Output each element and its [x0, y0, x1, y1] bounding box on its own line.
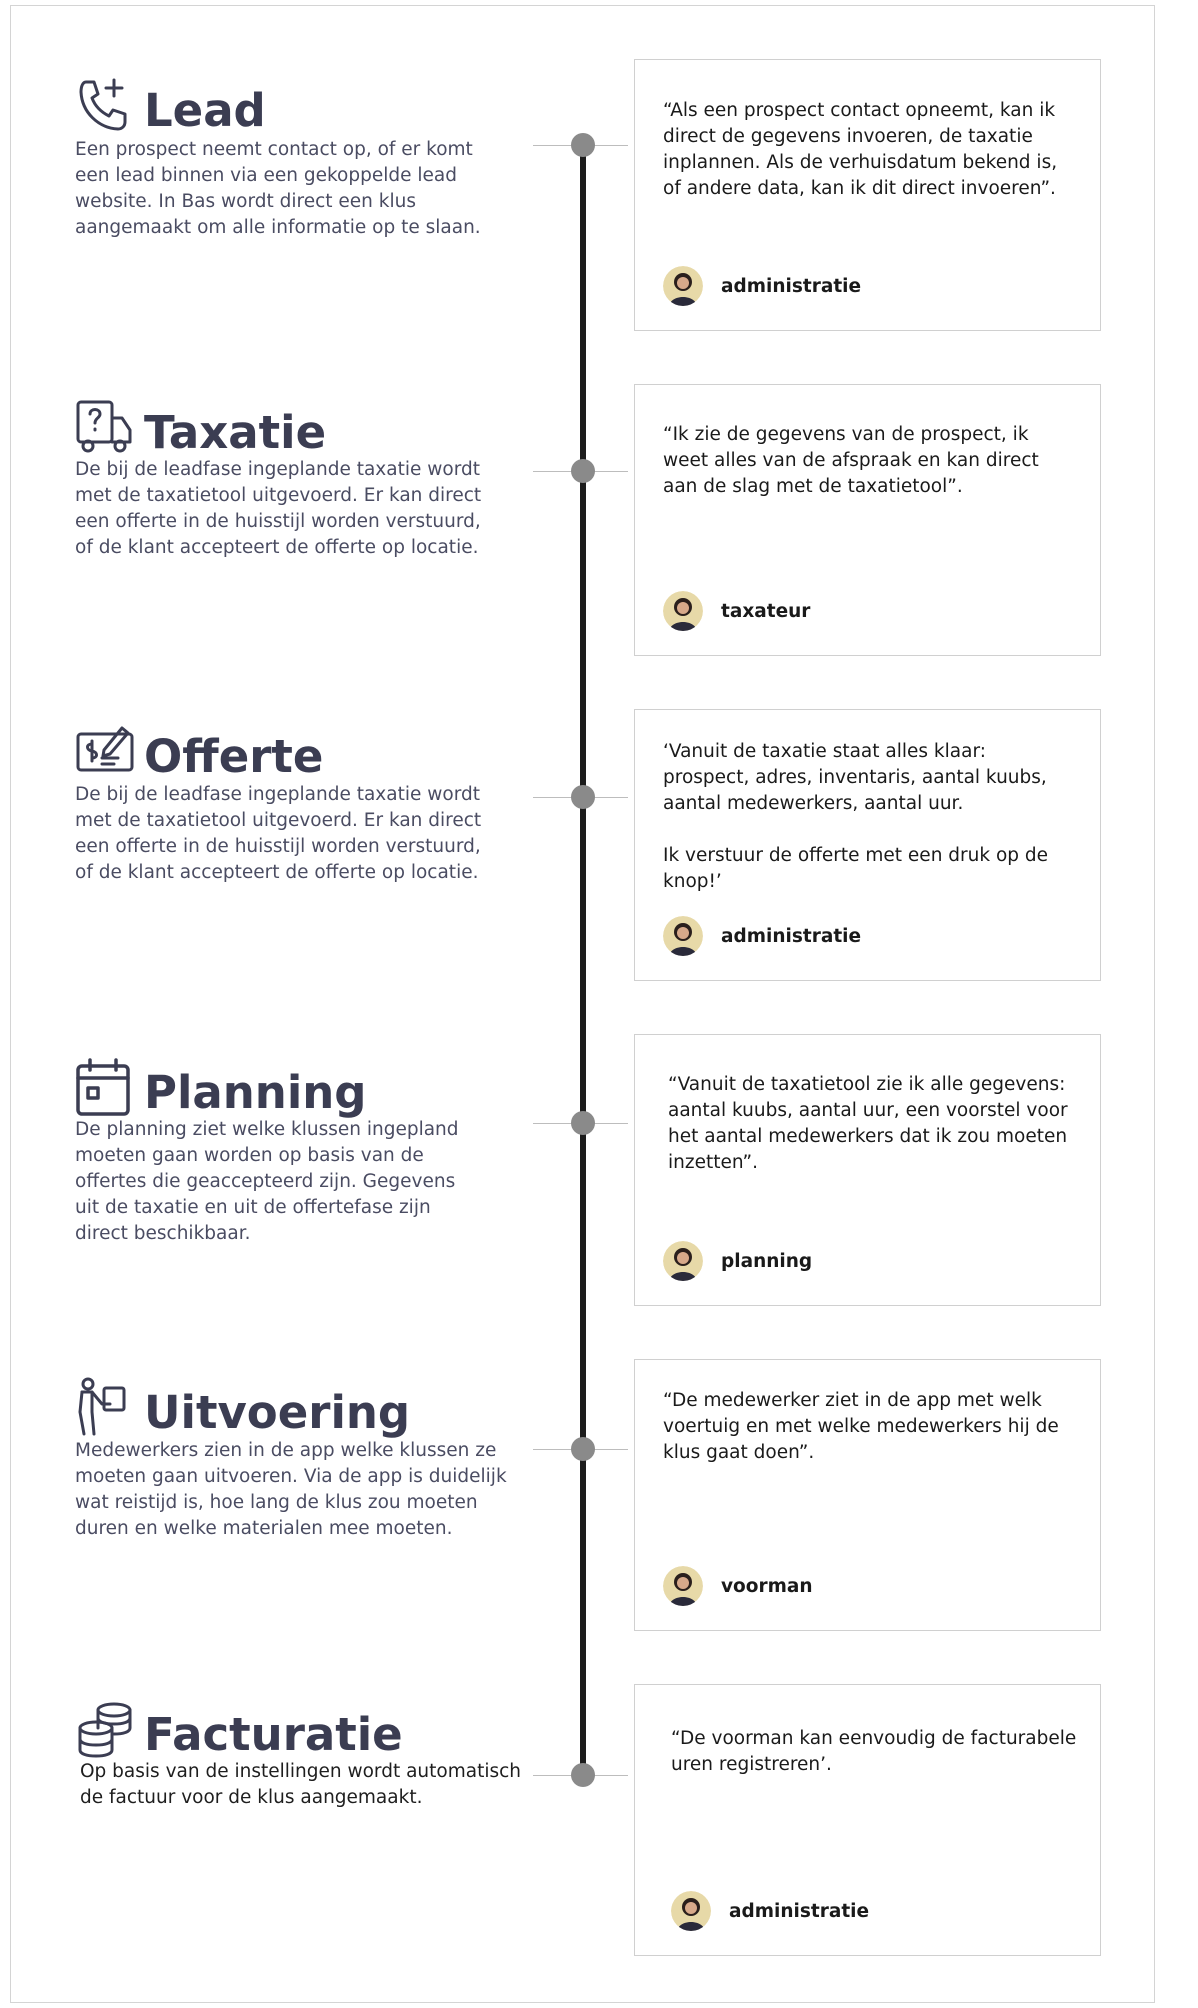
author-name: administratie	[721, 925, 862, 947]
avatar	[663, 591, 703, 631]
phone-plus-icon	[74, 74, 136, 136]
quote-text: “Als een prospect contact opneemt, kan ik direct de gegevens invoeren, de taxatie inplannen. Als de verhuisdatum bekend is, of andere data, kan ik dit direct invoeren”.	[663, 100, 1058, 199]
stage-title: Lead	[144, 84, 266, 137]
worker-box-icon	[74, 1376, 136, 1438]
timeline-node	[571, 459, 595, 483]
stage-description: Een prospect neemt contact op, of er komt een lead binnen via een gekoppelde lead website. In Bas wordt direct een klus aangemaakt om alle informatie op te slaan.	[75, 139, 481, 238]
author-name: voorman	[721, 1575, 813, 1597]
avatar	[663, 916, 703, 956]
stage-title: Offerte	[144, 730, 324, 783]
quote-card	[634, 59, 1101, 331]
invoice-pen-icon	[74, 720, 136, 782]
quote-card	[634, 1359, 1101, 1631]
author-name: administratie	[729, 1900, 870, 1922]
truck-question-icon	[74, 396, 136, 458]
quote-card	[634, 1684, 1101, 1956]
stage-title: Taxatie	[144, 406, 327, 459]
calendar-icon	[74, 1056, 136, 1118]
quote-text: “De medewerker ziet in de app met welk voertuig en met welke medewerkers hij de klus gaat doen”.	[663, 1390, 1059, 1463]
quote-text: “Ik zie de gegevens van de prospect, ik weet alles van de afspraak en kan direct aan de slag met de taxatietool”.	[663, 424, 1039, 497]
author-name: administratie	[721, 275, 862, 297]
quote-text: “Vanuit de taxatietool zie ik alle gegevens: aantal kuubs, aantal uur, een voorstel voor het aantal medewerkers dat ik zou moeten inzetten”.	[668, 1074, 1068, 1173]
stage-header	[74, 1048, 367, 1118]
quote-card	[634, 384, 1101, 656]
stage-header	[74, 388, 326, 458]
stage-description: Op basis van de instellingen wordt automatisch de factuur voor de klus aangemaakt.	[80, 1761, 522, 1808]
stage-description: De bij de leadfase ingeplande taxatie wordt met de taxatietool uitgevoerd. Er kan direct een offerte in de huisstijl worden verstuurd, of de klant accepteert de offerte op locatie.	[75, 459, 482, 558]
quote-card	[634, 709, 1101, 981]
quote-author	[663, 591, 810, 631]
quote-text: ‘Vanuit de taxatie staat alles klaar: prospect, adres, inventaris, aantal kuubs, aantal medewerkers, aantal uur. Ik verstuur de offerte met een druk op de knop!’	[663, 741, 1049, 892]
author-name: taxateur	[721, 600, 811, 622]
quote-author	[663, 266, 861, 306]
stage-header	[74, 1368, 410, 1438]
stage-description: De bij de leadfase ingeplande taxatie wordt met de taxatietool uitgevoerd. Er kan direct een offerte in de huisstijl worden verstuurd, of de klant accepteert de offerte op locatie.	[75, 784, 482, 883]
avatar	[663, 1566, 703, 1606]
author-name: planning	[721, 1250, 813, 1272]
quote-author	[671, 1891, 869, 1931]
avatar	[671, 1891, 711, 1931]
quote-author	[663, 1566, 813, 1606]
timeline-node	[571, 1763, 595, 1787]
stage-description: Medewerkers zien in de app welke klussen ze moeten gaan uitvoeren. Via de app is duidelijk wat reistijd is, hoe lang de klus zou moeten duren en welke materialen mee moeten.	[75, 1440, 507, 1539]
timeline-node	[571, 1437, 595, 1461]
stage-header	[74, 1690, 403, 1760]
timeline-node	[571, 1111, 595, 1135]
timeline-line	[580, 145, 586, 1777]
stage-title: Planning	[144, 1066, 367, 1119]
stage-title: Uitvoering	[144, 1386, 411, 1439]
stage-header	[74, 66, 266, 136]
coins-stack-icon	[74, 1698, 136, 1760]
quote-text: “De voorman kan eenvoudig de facturabele uren registreren’.	[671, 1728, 1077, 1775]
quote-author	[663, 916, 861, 956]
stage-title: Facturatie	[144, 1708, 403, 1761]
timeline-node	[571, 785, 595, 809]
avatar	[663, 1241, 703, 1281]
quote-card	[634, 1034, 1101, 1306]
timeline-node	[571, 133, 595, 157]
avatar	[663, 266, 703, 306]
stage-header	[74, 712, 323, 782]
quote-author	[663, 1241, 812, 1281]
stage-description: De planning ziet welke klussen ingepland moeten gaan worden op basis van de offertes die geaccepteerd zijn. Gegevens uit de taxatie en uit de offertefase zijn direct beschikbaar.	[75, 1119, 459, 1244]
